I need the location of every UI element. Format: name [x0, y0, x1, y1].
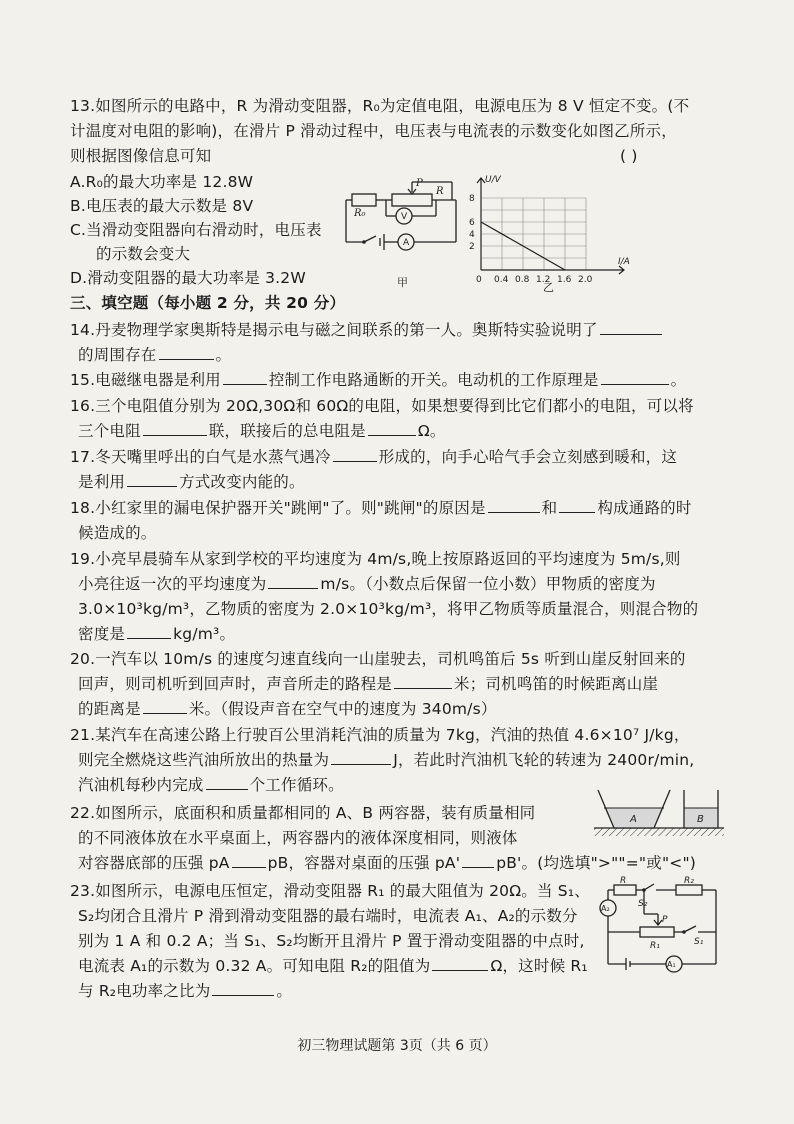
q13-option-a: A.R₀的最大功率是 12.8W	[70, 173, 254, 191]
q15-blank-2[interactable]	[601, 369, 669, 385]
q14-blank-1[interactable]	[600, 319, 662, 335]
q20-blank-1[interactable]	[394, 673, 452, 689]
q23-line-4	[78, 955, 588, 977]
q17-text-b: 形成的，向手心哈气手会立刻感到暖和，这	[378, 448, 678, 466]
q13-graph-ytick-6: 6	[469, 218, 475, 228]
q20-text-c: 的距离是	[78, 700, 141, 718]
q13-label-r: R	[436, 186, 444, 197]
q13-graph-xtick-0: 0	[476, 275, 482, 285]
q18-text-b: 和	[541, 499, 558, 517]
q13-label-r0: R₀	[354, 208, 366, 219]
q22-label-b: B	[697, 814, 704, 825]
q22-line-1: 22.如图所示，底面积和质量都相同的 A、B 两容器，装有质量相同	[70, 804, 536, 822]
q13-graph-xlabel: I/A	[618, 257, 630, 267]
q14-line-2	[78, 344, 231, 366]
q13-graph-ytick-2: 2	[469, 242, 475, 252]
q20-text-a: 回声，则司机听到回声时，声音所走的路程是	[78, 675, 393, 693]
q15-line-1	[70, 369, 686, 391]
q23-label-p: P	[662, 915, 668, 925]
q17-text-d: 方式改变内能的。	[179, 473, 305, 491]
q22-text-b: pB，容器对桌面的压强 pA'	[267, 854, 461, 872]
q13-graph-xtick-16: 1.6	[557, 275, 572, 285]
q19-line-4	[78, 623, 235, 645]
q18-blank-2[interactable]	[559, 497, 595, 513]
q19-blank-2[interactable]	[127, 623, 171, 639]
q15-text-c: 。	[670, 371, 687, 389]
q14-text-c: 。	[215, 346, 232, 364]
q14-line-1	[70, 319, 664, 341]
q13-ui-graph	[466, 170, 636, 292]
q22-text-c: pB'。(均选填">""="或"<")	[496, 854, 697, 872]
q16-text-b: 联，联接后的总电阻是	[208, 422, 366, 440]
q21-text-c: 汽油机每秒内完成	[78, 776, 204, 794]
q19-blank-1[interactable]	[268, 573, 318, 589]
section-3-heading: 三、填空题（每小题 2 分，共 20 分）	[70, 294, 346, 312]
q23-label-r2: R₂	[684, 876, 694, 886]
q22-label-a: A	[630, 814, 637, 825]
q18-line-2: 候造成的。	[78, 524, 157, 542]
q23-ammeter-a2-symbol: A₂	[601, 904, 610, 913]
q23-circuit-diagram	[594, 876, 724, 980]
q20-text-b: 米；司机鸣笛的时候距离山崖	[454, 675, 659, 693]
q13-ammeter-symbol: A	[403, 238, 410, 248]
q16-line-2	[78, 420, 446, 442]
q13-graph-xtick-04: 0.4	[494, 275, 509, 285]
q16-blank-2[interactable]	[368, 420, 416, 436]
q20-line-3	[78, 698, 497, 720]
q22-table-surface	[594, 828, 724, 836]
q18-text-c: 构成通路的时	[597, 499, 692, 517]
q15-blank-1[interactable]	[223, 369, 267, 385]
q23-label-s1: S₁	[694, 937, 704, 947]
q23-line-3: 别为 1 A 和 0.2 A；当 S₁、S₂均断开且滑片 P 置于滑动变阻器的中点时,	[78, 932, 585, 950]
q23-blank-1[interactable]	[432, 955, 488, 971]
q13-fig-jia-caption: 甲	[397, 276, 408, 289]
q16-text-a: 三个电阻	[78, 422, 141, 440]
q22-blank-2[interactable]	[462, 852, 494, 868]
q13-option-d: D.滑动变阻器的最大功率是 3.2W	[70, 269, 306, 287]
q23-blank-2[interactable]	[212, 980, 274, 996]
q18-blank-1[interactable]	[488, 497, 540, 513]
q21-blank-2[interactable]	[206, 774, 248, 790]
q21-text-a: 则完全燃烧这些汽油所放出的热量为	[78, 751, 330, 769]
q13-line-3: 则根据图像信息可知	[70, 147, 212, 165]
q13-fig-yi-caption: 乙	[543, 281, 554, 292]
q23-line-1: 23.如图所示，电源电压恒定，滑动变阻器 R₁ 的最大阻值为 20Ω。当 S₁、	[70, 882, 590, 900]
q19-text-b: m/s。（小数点后保留一位小数）甲物质的密度为	[320, 575, 656, 593]
q17-text-a: 17.冬天嘴里呼出的白气是水蒸气遇冷	[70, 448, 331, 466]
q13-graph-ytick-8: 8	[469, 194, 475, 204]
q19-text-a: 小亮往返一次的平均速度为	[78, 575, 267, 593]
q22-line-3	[78, 852, 696, 874]
q17-line-2	[78, 471, 305, 493]
q15-text-b: 控制工作电路通断的开关。电动机的工作原理是	[268, 371, 599, 389]
q18-line-1	[70, 497, 692, 519]
q23-label-r1: R₁	[650, 941, 660, 951]
q19-line-2	[78, 573, 656, 595]
q23-label-r: R	[620, 876, 627, 886]
q19-text-e: kg/m³。	[173, 625, 236, 643]
q23-text-c: 与 R₂电功率之比为	[78, 982, 211, 1000]
q13-label-p: P	[416, 178, 423, 189]
q19-text-d: 密度是	[78, 625, 126, 643]
q13-graph-ytick-4: 4	[469, 230, 475, 240]
q20-text-d: 米。（假设声音在空气中的速度为 340m/s）	[188, 700, 497, 718]
q13-circuit-diagram	[336, 172, 466, 290]
q23-label-s2: S₂	[638, 899, 648, 909]
q20-line-2	[78, 673, 658, 695]
q23-text-d: 。	[276, 982, 293, 1000]
q17-blank-1[interactable]	[333, 446, 377, 462]
q22-blank-1[interactable]	[232, 852, 266, 868]
q21-text-b: J，若此时汽油机飞轮的转速为 2400r/min,	[393, 751, 695, 769]
q13-line-2: 计温度对电阻的影响)，在滑片 P 滑动过程中，电压表与电流表的示数变化如图乙所示，	[70, 122, 677, 140]
q17-line-1	[70, 446, 677, 468]
q16-line-1: 16.三个电阻值分别为 20Ω,30Ω和 60Ω的电阻，如果想要得到比它们都小的电阻，可以将	[70, 397, 694, 415]
q13-voltmeter-symbol: V	[401, 212, 408, 222]
q19-line-3: 3.0×10³kg/m³，乙物质的密度为 2.0×10³kg/m³，将甲乙物质等质量混合，则混合物的	[78, 600, 699, 618]
q13-graph-ylabel: U/V	[485, 175, 501, 185]
q22-line-2: 的不同液体放在水平桌面上，两容器内的液体深度相同，则液体	[78, 829, 518, 847]
q20-line-1: 20.一汽车以 10m/s 的速度匀速直线向一山崖驶去，司机鸣笛后 5s 听到山崖反射回来的	[70, 650, 686, 668]
q13-option-c-2: 的示数会变大	[96, 245, 191, 263]
q13-answer-paren: ( )	[620, 147, 638, 165]
q21-text-d: 个工作循环。	[249, 776, 344, 794]
q13-graph-xtick-20: 2.0	[578, 275, 593, 285]
page-footer: 初三物理试题第 3页（共 6 页）	[297, 1038, 497, 1054]
q23-line-5	[78, 980, 292, 1002]
q14-blank-2[interactable]	[159, 344, 214, 360]
q13-graph-xtick-12: 1.2	[536, 275, 551, 285]
q13-option-b: B.电压表的最大示数是 8V	[70, 197, 254, 215]
q17-text-c: 是利用	[78, 473, 126, 491]
q21-line-2	[78, 749, 694, 771]
q23-text-a: 电流表 A₁的示数为 0.32 A。可知电阻 R₂的阻值为	[78, 957, 431, 975]
q17-blank-2[interactable]	[127, 471, 177, 487]
q19-line-1: 19.小亮早晨骑车从家到学校的平均速度为 4m/s,晚上按原路返回的平均速度为 5m/s,则	[70, 550, 681, 568]
q21-line-1: 21.某汽车在高速公路上行驶百公里消耗汽油的质量为 7kg，汽油的热值 4.6×10⁷ J/kg，	[70, 726, 690, 744]
q23-line-2: S₂均闭合且滑片 P 滑到滑动变阻器的最右端时，电流表 A₁、A₂的示数分	[78, 907, 578, 925]
q14-text-a: 14.丹麦物理学家奥斯特是揭示电与磁之间联系的第一人。奥斯特实验说明了	[70, 321, 598, 339]
q13-option-c-1: C.当滑动变阻器向右滑动时，电压表	[70, 221, 322, 239]
q15-text-a: 15.电磁继电器是利用	[70, 371, 221, 389]
q22-containers-figure	[592, 782, 728, 842]
q16-text-c: Ω。	[417, 422, 446, 440]
q14-text-b: 的周围存在	[78, 346, 157, 364]
q20-blank-2[interactable]	[143, 698, 187, 714]
q21-blank-1[interactable]	[331, 749, 391, 765]
q13-line-1: 13.如图所示的电路中，R 为滑动变阻器，R₀为定值电阻，电源电压为 8 V 恒定不变。(不	[70, 97, 690, 115]
q22-text-a: 对容器底部的压强 pA	[78, 854, 230, 872]
q18-text-a: 18.小红家里的漏电保护器开关"跳闸"了。则"跳闸"的原因是	[70, 499, 486, 517]
q23-ammeter-a1-symbol: A₁	[667, 960, 676, 969]
q23-text-b: Ω，这时候 R₁	[490, 957, 588, 975]
q13-graph-xtick-08: 0.8	[515, 275, 530, 285]
q16-blank-1[interactable]	[143, 420, 207, 436]
q21-line-3	[78, 774, 344, 796]
